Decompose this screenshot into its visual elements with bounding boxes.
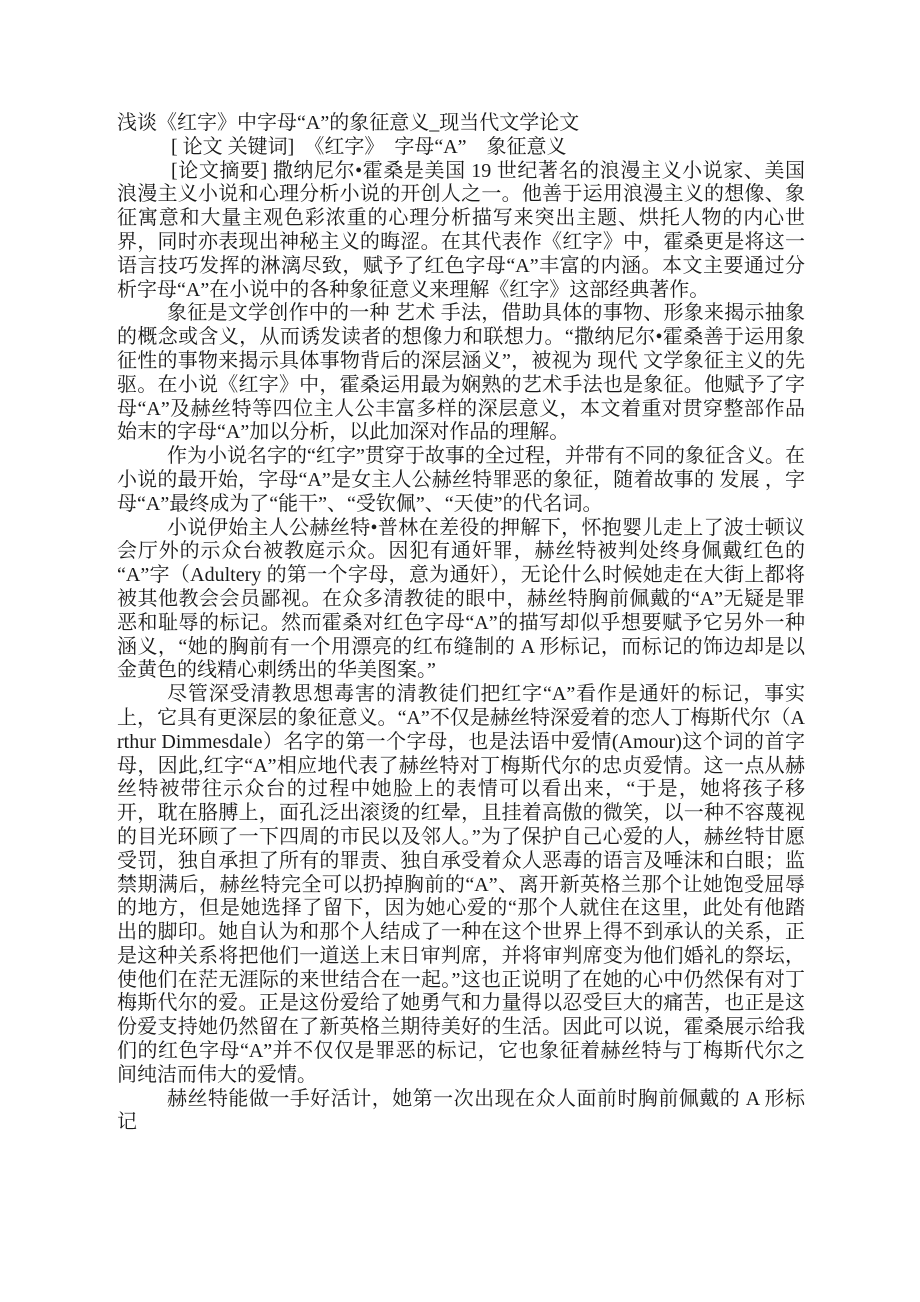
- abstract-paragraph: [论文摘要] 撒纳尼尔•霍桑是美国 19 世纪著名的浪漫主义小说家、美国浪漫主义小说和心理分析小说的开创人之一。他善于运用浪漫主义的想像、象征寓意和大量主观色彩浓重的心理分析描写来突出主题、烘托人物的内心世界，同时亦表现出神秘主义的晦涩。在其代表作《红字》中，霍桑更是将这一语言技巧发挥的淋漓尽致，赋予了红色字母“A”丰富的内涵。本文主要通过分析字母“A”在小说中的各种象征意义来理解《红字》这部经典著作。: [117, 159, 805, 301]
- body-paragraph-adultery-mark: 小说伊始主人公赫丝特•普林在差役的押解下，怀抱婴儿走上了波士顿议会厅外的示众台被教庭示众。因犯有通奸罪，赫丝特被判处终身佩戴红色的“A”字（Adultery 的第一个字母，意为通奸），无论什么时候她走在大街上都将被其他教会会员鄙视。在众多清教徒的眼中，赫丝特胸前佩戴的“A”无疑是罪恶和耻辱的标记。然而霍桑对红色字母“A”的描写却似乎想要赋予它另外一种涵义，“她的胸前有一个用漂亮的红布缝制的 A 形标记，而标记的饰边却是以金黄色的线精心刺绣出的华美图案。”: [117, 516, 805, 682]
- body-paragraph-symbolism-intro: 象征是文学创作中的一种 艺术 手法，借助具体的事物、形象来揭示抽象的概念或含义，从而诱发读者的想像力和联想力。“撒纳尼尔•霍桑善于运用象征性的事物来揭示具体事物背后的深层涵义”，被视为 现代 文学象征主义的先驱。在小说《红字》中，霍桑运用最为娴熟的艺术手法也是象征。他赋予了字母“A”及赫丝特等四位主人公丰富多样的深层意义，本文着重对贯穿整部作品始末的字母“A”加以分析，以此加深对作品的理解。: [117, 302, 805, 444]
- body-paragraph-scarlet-letter-meanings: 作为小说名字的“红字”贯穿于故事的全过程，并带有不同的象征含义。在小说的最开始，字母“A”是女主人公赫丝特罪恶的象征，随着故事的 发展 ，字母“A”最终成为了“能干”、“受钦佩”、“天使”的代名词。: [117, 445, 805, 515]
- body-paragraph-able-mark: 赫丝特能做一手好活计，她第一次出现在众人面前时胸前佩戴的 A 形标记: [117, 1087, 805, 1134]
- body-paragraph-love-symbol: 尽管深受清教思想毒害的清教徒们把红字“A”看作是通奸的标记，事实上，它具有更深层的象征意义。“A”不仅是赫丝特深爱着的恋人丁梅斯代尔（Arthur Dimmesdale）名字的第一个字母，也是法语中爱情(Amour)这个词的首字母，因此,红字“A”相应地代表了赫丝特对丁梅斯代尔的忠贞爱情。这一点从赫丝特被带往示众台的过程中她脸上的表情可以看出来，“于是，她将孩子移开，耽在胳膊上，面孔泛出滚烫的红晕，且挂着高傲的微笑，以一种不容蔑视的目光环顾了一下四周的市民以及邻人。”为了保护自己心爱的人，赫丝特甘愿受罚，独自承担了所有的罪责、独自承受着众人恶毒的语言及唾沫和白眼；监禁期满后，赫丝特完全可以扔掉胸前的“A”、离开新英格兰那个让她饱受屈辱的地方，但是她选择了留下，因为她心爱的“那个人就住在这里，此处有他踏出的脚印。她自认为和那个人结成了一种在这个世界上得不到承认的关系，正是这种关系将把他们一道送上末日审判席，并将审判席变为他们婚礼的祭坛，使他们在茫无涯际的来世结合在一起。”这也正说明了在她的心中仍然保有对丁梅斯代尔的爱。正是这份爱给了她勇气和力量得以忍受巨大的痛苦，也正是这份爱支持她仍然留在了新英格兰期待美好的生活。因此可以说，霍桑展示给我们的红色字母“A”并不仅仅是罪恶的标记，它也象征着赫丝特与丁梅斯代尔之间纯洁而伟大的爱情。: [117, 683, 805, 1086]
- document-title: 浅谈《红字》中字母“A”的象征意义_现当代文学论文: [117, 112, 580, 134]
- keywords-line: [ 论文 关键词] 《红字》 字母“A” 象征意义: [171, 135, 567, 158]
